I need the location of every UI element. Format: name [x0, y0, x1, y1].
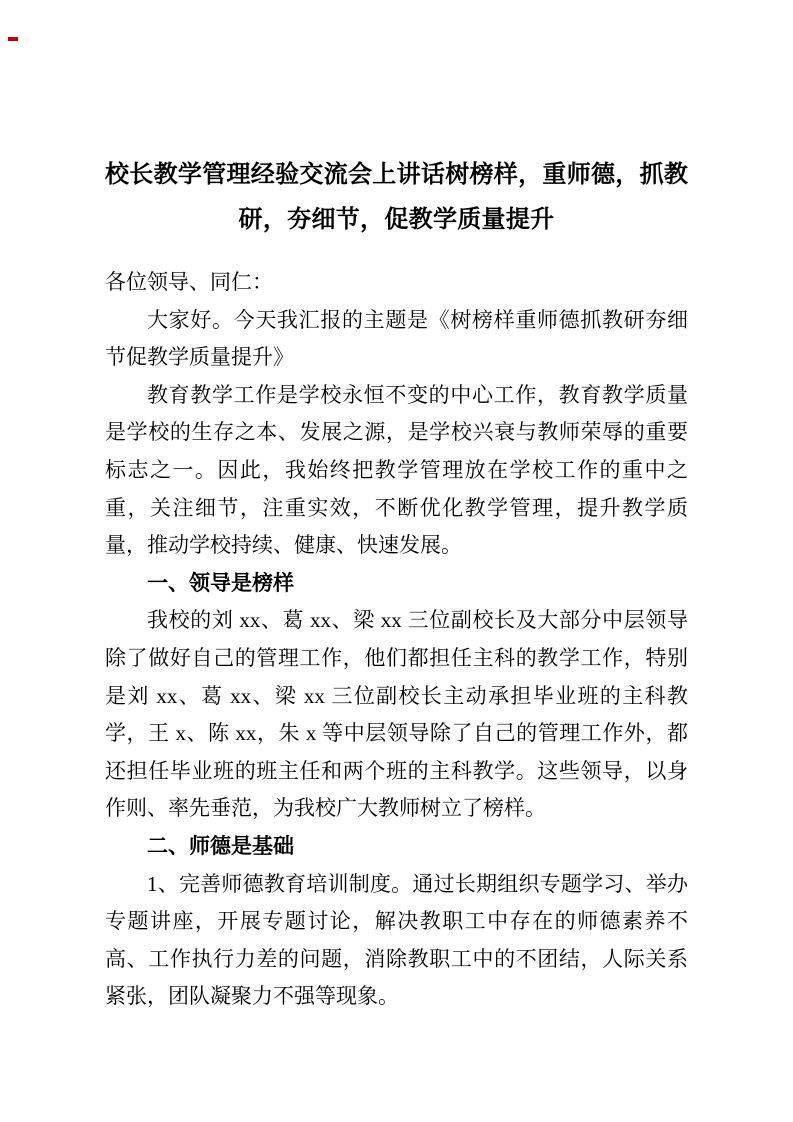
title-line-2: 研，夯细节，促教学质量提升: [238, 206, 555, 233]
salutation: 各位领导、同仁：: [105, 270, 273, 294]
paragraph: 1、完善师德教育培训制度。通过长期组织专题学习、举办专题讲座，开展专题讨论，解决教职工中存在的师德素养不高、工作执行力差的问题，消除教职工中的不团结，人际关系紧张，团队凝聚力不强等现象。: [105, 871, 688, 1009]
document-body: [105, 264, 688, 1016]
paragraph: 大家好。今天我汇报的主题是《树榜样重师德抓教研夯细节促教学质量提升》: [105, 307, 688, 370]
paragraph: 教育教学工作是学校永恒不变的中心工作，教育教学质量是学校的生存之本、发展之源，是学校兴衰与教师荣辱的重要标志之一。因此，我始终把教学管理放在学校工作的重中之重，关注细节，注重实效，不断优化教学管理，提升教学质量，推动学校持续、健康、快速发展。: [105, 382, 688, 558]
section-heading: 一、领导是榜样: [147, 571, 294, 595]
document-title: [105, 152, 688, 242]
title-line-1: 校长教学管理经验交流会上讲话树榜样，重师德，抓教: [105, 161, 689, 188]
paragraph: 我校的刘 xx、葛 xx、梁 xx 三位副校长及大部分中层领导除了做好自己的管理工作，他们都担任主科的教学工作，特别是刘 xx、葛 xx、梁 xx 三位副校长主动承担毕业班的主科教学，王 x、陈 xx，朱 x 等中层领导除了自己的管理工作外，都还担任毕业班的班主任和两个班的主科教学。这些领导，以身作则、率先垂范，为我校广大教师树立了榜样。: [105, 608, 688, 821]
section-heading: 二、师德是基础: [147, 834, 294, 858]
document-content: [105, 152, 688, 1016]
red-revision-mark: [8, 37, 18, 41]
